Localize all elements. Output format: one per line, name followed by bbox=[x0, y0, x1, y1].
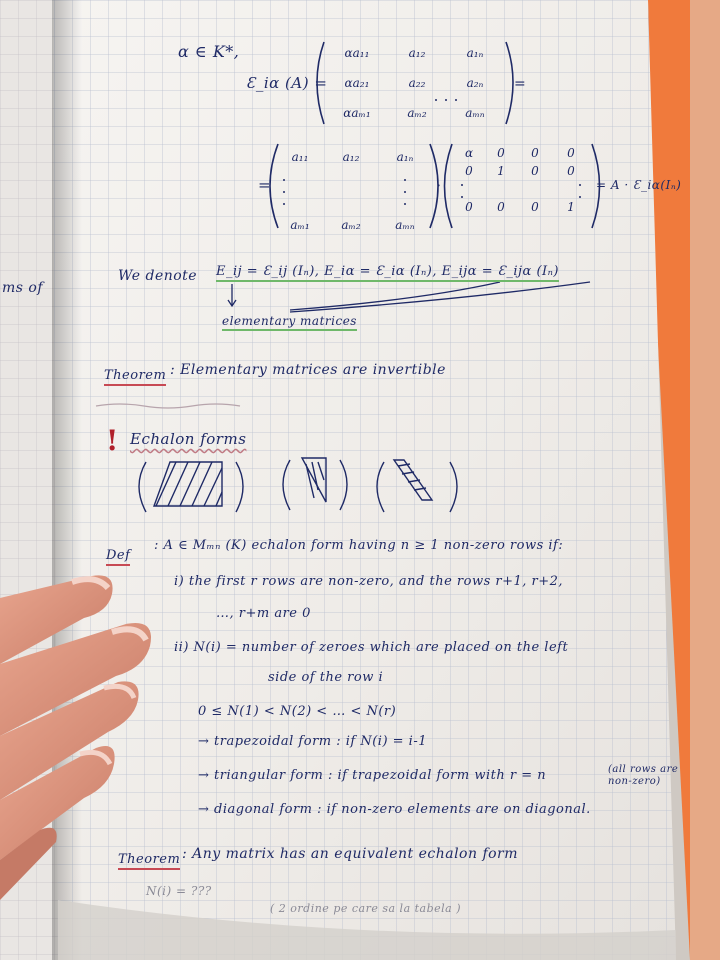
theorem2-text: : Any matrix has an equivalent echalon form bbox=[182, 846, 519, 862]
def-label: Def bbox=[106, 548, 130, 566]
cell: a₁₂ bbox=[342, 150, 360, 164]
matrix-a-alpha bbox=[326, 46, 504, 120]
cell: 1 bbox=[567, 200, 575, 214]
eia-equals: = bbox=[514, 76, 527, 92]
cell: 0 bbox=[531, 200, 539, 214]
cell: a₁ₙ bbox=[466, 46, 484, 60]
cell: a₁ₙ bbox=[396, 150, 414, 164]
faint-note-2: ( 2 ordine pe care sa la tabela ) bbox=[270, 902, 462, 915]
cell: 0 bbox=[531, 164, 539, 178]
denote-formula: E_ij = Ɛ_ij (Iₙ), E_iα = Ɛ_iα (Iₙ), E_ijα = Ɛ_ijα (Iₙ) bbox=[216, 264, 559, 282]
def-trapezoidal: → trapezoidal form : if N(i) = i-1 bbox=[198, 734, 428, 749]
def-line1: : A ∈ Mₘₙ (K) echalon form having n ≥ 1 non-zero rows if: bbox=[154, 538, 564, 553]
cell: 1 bbox=[497, 164, 505, 178]
def-triangular: → triangular form : if trapezoidal form with r = n bbox=[198, 768, 547, 783]
cell: 0 bbox=[497, 146, 505, 160]
theorem-label: Theorem bbox=[104, 368, 166, 386]
def-i-line2: …, r+m are 0 bbox=[216, 606, 311, 621]
def-ineq: 0 ≤ N(1) < N(2) < … < N(r) bbox=[198, 704, 397, 719]
cell: a₂₂ bbox=[408, 76, 426, 90]
cell: a₂ₙ bbox=[466, 76, 484, 90]
cell: 0 bbox=[465, 164, 473, 178]
def-diagonal: → diagonal form : if non-zero elements are on diagonal. bbox=[198, 802, 591, 817]
def-all-note: (all rows are non-zero) bbox=[608, 764, 679, 787]
matrix-a bbox=[280, 150, 428, 232]
cell: α bbox=[464, 146, 474, 160]
echelon-title: Echalon forms bbox=[130, 430, 247, 448]
def-ii-line2: side of the row i bbox=[268, 670, 384, 685]
faint-note-1: N(i) = ??? bbox=[146, 884, 212, 898]
we-denote: We denote bbox=[118, 268, 198, 284]
cell: 0 bbox=[567, 146, 575, 160]
theorem-text: : Elementary matrices are invertible bbox=[170, 362, 446, 378]
elementary-matrices: elementary matrices bbox=[222, 314, 357, 331]
def-i-line1: i) the first r rows are non-zero, and the rows r+1, r+2, bbox=[174, 574, 564, 589]
theorem2-label: Theorem bbox=[118, 852, 180, 870]
cell: aₘ₂ bbox=[341, 218, 361, 232]
eq-result: = A · Ɛ_iα(Iₙ) bbox=[596, 178, 682, 192]
eia-label: Ɛ_iα (A) = bbox=[246, 74, 328, 92]
exclamation-icon: ! bbox=[106, 424, 119, 457]
cell: αaₘ₁ bbox=[343, 106, 371, 120]
def-ii-line1: ii) N(i) = number of zeroes which are placed on the left bbox=[174, 640, 569, 655]
matrix-d-row2 bbox=[454, 164, 590, 178]
cell: 0 bbox=[465, 200, 473, 214]
cell: αa₁₁ bbox=[344, 46, 370, 60]
eq-prefix: = bbox=[258, 176, 272, 194]
cell: aₘₙ bbox=[395, 218, 415, 232]
dot: · bbox=[436, 176, 442, 195]
alpha-line: α ∈ K*, bbox=[178, 42, 240, 61]
matrix-d bbox=[454, 146, 590, 214]
cell: 0 bbox=[531, 146, 539, 160]
left-page-text: ms of bbox=[2, 280, 44, 296]
cell: aₘₙ bbox=[465, 106, 485, 120]
cell: 0 bbox=[497, 200, 505, 214]
cell: a₁₂ bbox=[408, 46, 426, 60]
cell: αa₂₁ bbox=[344, 76, 370, 90]
cell: a₁₁ bbox=[291, 150, 309, 164]
cell: 0 bbox=[567, 164, 575, 178]
cell: aₘ₂ bbox=[407, 106, 427, 120]
cell: aₘ₁ bbox=[290, 218, 310, 232]
